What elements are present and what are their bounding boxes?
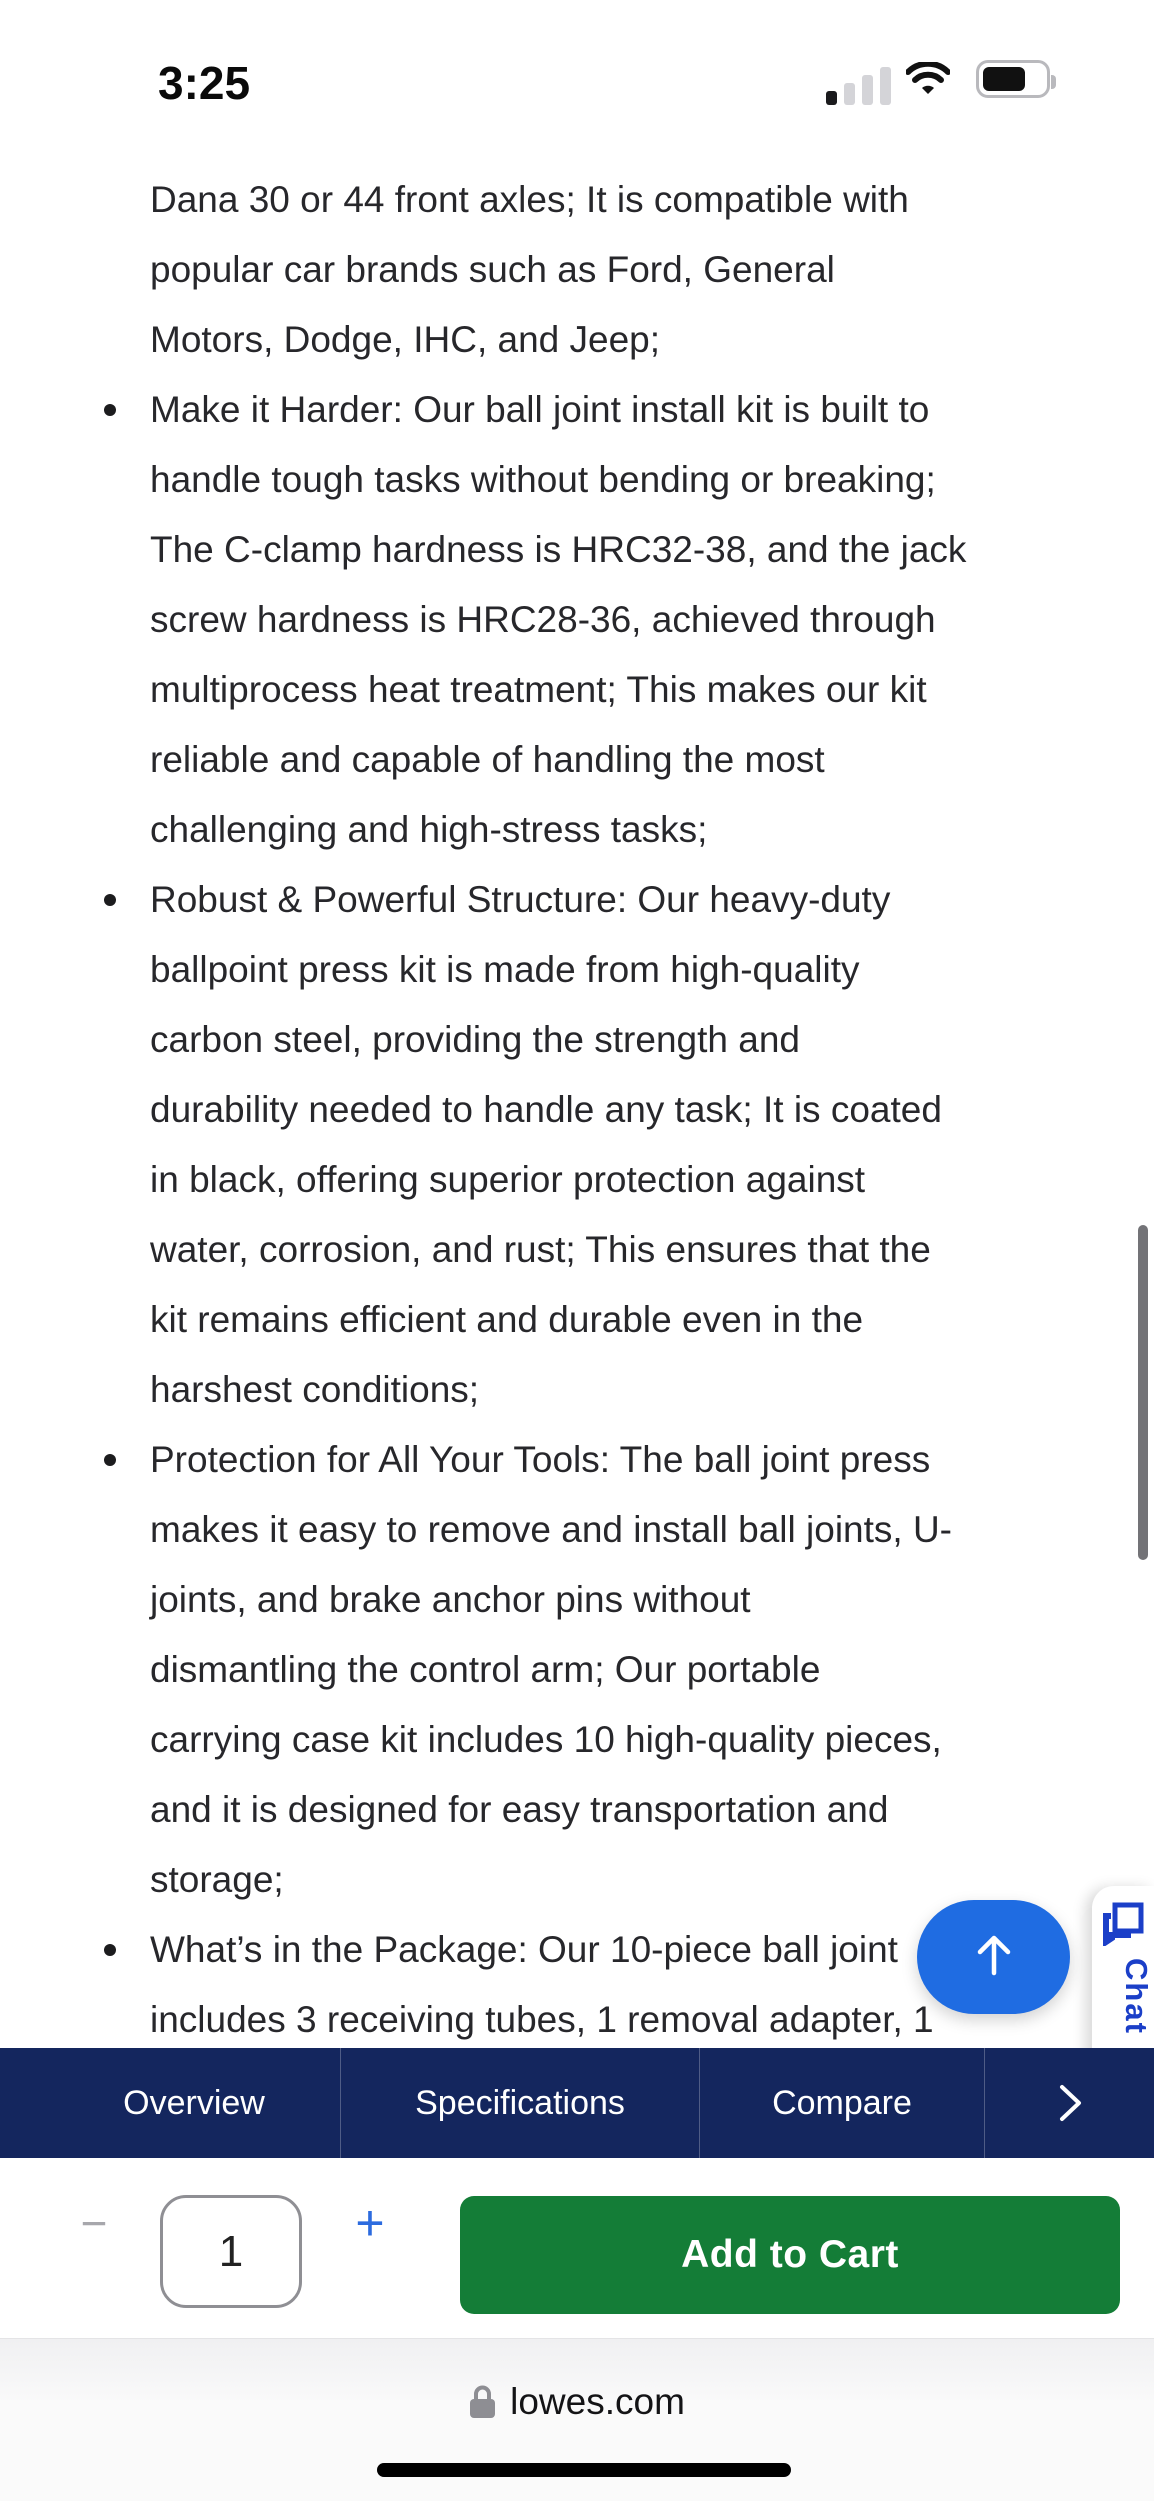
- tab-label: Specifications: [415, 2083, 625, 2122]
- chat-bubbles-icon: [1103, 1902, 1145, 1946]
- home-indicator[interactable]: [377, 2463, 791, 2477]
- quantity-decrease-button[interactable]: −: [80, 2197, 108, 2249]
- url-text: lowes.com: [510, 2381, 685, 2422]
- description-line: carrying case kit includes 10 high-quality pieces,: [150, 1719, 942, 1760]
- description-line: and it is designed for easy transportation and: [150, 1789, 889, 1830]
- description-line: Robust & Powerful Structure: Our heavy-duty: [150, 879, 891, 920]
- status-bar: [0, 0, 1154, 130]
- description-line: kit remains efficient and durable even in the: [150, 1299, 864, 1340]
- page-scrollbar[interactable]: [1138, 1225, 1148, 1560]
- description-line: multiprocess heat treatment; This makes our kit: [150, 669, 927, 710]
- bullet-dot: [104, 404, 116, 416]
- add-to-cart-label: Add to Cart: [681, 2233, 899, 2276]
- battery-icon: [976, 60, 1050, 98]
- description-line: joints, and brake anchor pins without: [150, 1579, 751, 1620]
- address-readout[interactable]: [0, 2381, 1154, 2423]
- description-line: reliable and capable of handling the most: [150, 739, 825, 780]
- description-line: What’s in the Package: Our 10-piece ball joint: [150, 1929, 898, 1970]
- tab-specifications[interactable]: [341, 2048, 700, 2158]
- description-line: popular car brands such as Ford, General: [150, 249, 835, 290]
- purchase-bar: [0, 2158, 1154, 2338]
- description-line: handle tough tasks without bending or breaking;: [150, 459, 936, 500]
- description-line: Protection for All Your Tools: The ball joint press: [150, 1439, 931, 1480]
- tab-label: Overview: [123, 2083, 265, 2122]
- description-line: durability needed to handle any task; It is coated: [150, 1089, 942, 1130]
- description-line: ballpoint press kit is made from high-quality: [150, 949, 860, 990]
- bullet-dot: [104, 894, 116, 906]
- browser-bottom-bar: [0, 2338, 1154, 2501]
- description-line: Dana 30 or 44 front axles; It is compatible with: [150, 179, 909, 220]
- chat-tab-label: Chat: [1119, 1958, 1154, 2035]
- product-description-list: [150, 165, 1085, 2055]
- description-line: challenging and high-stress tasks;: [150, 809, 708, 850]
- quantity-increase-button[interactable]: +: [355, 2195, 385, 2251]
- description-line: storage;: [150, 1859, 284, 1900]
- tab-overview[interactable]: [0, 2048, 341, 2158]
- bullet-dot: [104, 1944, 116, 1956]
- description-line: screw hardness is HRC28-36, achieved through: [150, 599, 936, 640]
- description-bullet-item: [150, 375, 1085, 865]
- description-paragraph: [150, 165, 1085, 375]
- section-nav-bar: [0, 2048, 1154, 2158]
- chat-tab[interactable]: [1092, 1886, 1154, 2064]
- quantity-input[interactable]: 1: [160, 2195, 302, 2308]
- description-line: Motors, Dodge, IHC, and Jeep;: [150, 319, 661, 360]
- description-line: harshest conditions;: [150, 1369, 480, 1410]
- scroll-to-top-button[interactable]: [917, 1900, 1070, 2014]
- description-line: water, corrosion, and rust; This ensures that the: [150, 1229, 931, 1270]
- clock: 3:25: [158, 57, 251, 109]
- description-line: includes 3 receiving tubes, 1 removal adapter, 1: [150, 1999, 934, 2040]
- description-line: carbon steel, providing the strength and: [150, 1019, 800, 1060]
- description-line: The C-clamp hardness is HRC32-38, and the jack: [150, 529, 967, 570]
- description-line: dismantling the control arm; Our portable: [150, 1649, 821, 1690]
- description-line: in black, offering superior protection against: [150, 1159, 866, 1200]
- description-line: Make it Harder: Our ball joint install kit is built to: [150, 389, 930, 430]
- tab-compare[interactable]: [700, 2048, 985, 2158]
- description-line: makes it easy to remove and install ball joints, U-: [150, 1509, 953, 1550]
- wifi-icon: [906, 62, 950, 101]
- status-icons: [826, 60, 1066, 108]
- bullet-dot: [104, 1454, 116, 1466]
- tab-label: Compare: [772, 2083, 912, 2122]
- add-to-cart-button[interactable]: [460, 2196, 1120, 2314]
- up-arrow-icon: [973, 1931, 1015, 1984]
- chevron-right-icon: [1055, 2080, 1085, 2126]
- lock-icon: [469, 2384, 496, 2420]
- description-bullet-item: [150, 865, 1085, 1425]
- description-bullet-item: [150, 1425, 1085, 1915]
- nav-more-button[interactable]: [985, 2048, 1154, 2158]
